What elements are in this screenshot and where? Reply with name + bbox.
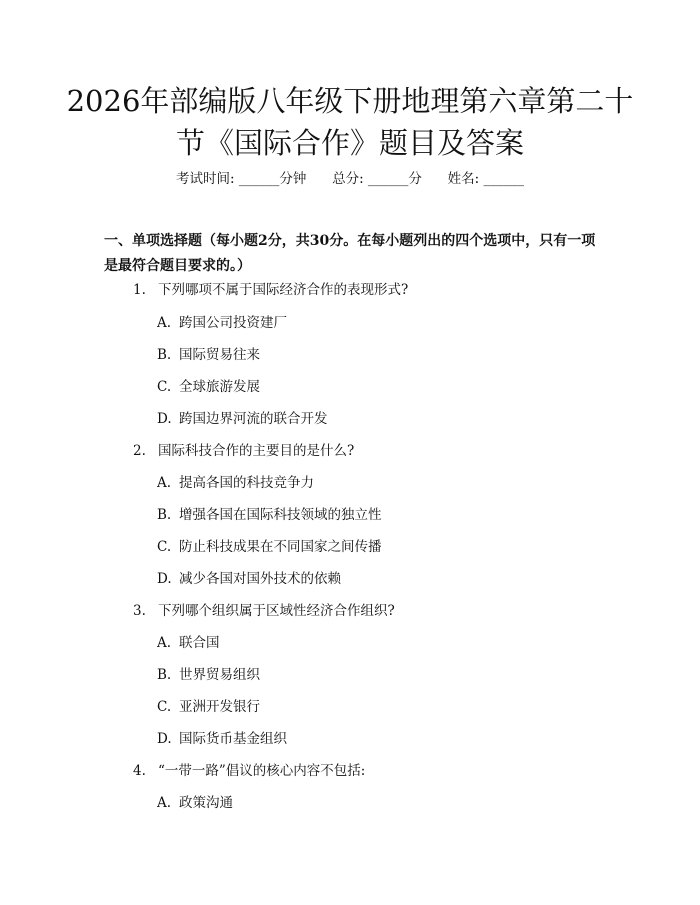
option-text: 防止科技成果在不同国家之间传播 — [179, 539, 382, 555]
option-text: 联合国 — [179, 635, 220, 651]
option-text: 跨国边界河流的联合开发 — [179, 411, 328, 427]
question-text: 下列哪项不属于国际经济合作的表现形式? — [158, 282, 409, 298]
question-text: 国际科技合作的主要目的是什么? — [158, 443, 355, 459]
question-number: 3. — [133, 603, 146, 619]
option-letter: D. — [157, 731, 172, 747]
answer-option — [157, 730, 287, 748]
question-stem — [133, 281, 408, 299]
option-text: 全球旅游发展 — [179, 379, 260, 395]
exam-info-line: 考试时间: ______分钟 总分: ______分 姓名: ______ — [175, 171, 524, 187]
answer-option — [157, 410, 328, 428]
question-number: 1. — [133, 282, 146, 298]
question-stem — [133, 762, 365, 780]
option-text: 国际货币基金组织 — [179, 731, 287, 747]
answer-option — [157, 506, 382, 524]
option-letter: A. — [157, 315, 172, 331]
option-text: 增强各国在国际科技领域的独立性 — [179, 507, 382, 523]
option-letter: C. — [157, 539, 172, 555]
option-text: 亚洲开发银行 — [179, 699, 260, 715]
answer-option — [157, 570, 341, 588]
option-letter: C. — [157, 379, 172, 395]
question-text: 下列哪个组织属于区域性经济合作组织? — [158, 603, 395, 619]
question-number: 4. — [133, 763, 146, 779]
answer-option — [157, 346, 260, 364]
answer-option — [157, 474, 314, 492]
option-letter: C. — [157, 699, 172, 715]
option-letter: A. — [157, 475, 172, 491]
answer-option — [157, 314, 287, 332]
option-letter: A. — [157, 795, 172, 811]
option-text: 政策沟通 — [179, 795, 233, 811]
answer-option — [157, 794, 233, 812]
answer-option — [157, 378, 260, 396]
answer-option — [157, 634, 220, 652]
section-heading: 一、单项选择题（每小题2分，共30分。在每小题列出的四个选项中，只有一项是最符合题目要求的。） — [104, 233, 596, 274]
question-text: “一带一路”倡议的核心内容不包括: — [158, 763, 366, 779]
option-text: 跨国公司投资建厂 — [179, 315, 287, 331]
question-number: 2. — [133, 443, 146, 459]
option-letter: D. — [157, 571, 172, 587]
option-text: 减少各国对国外技术的依赖 — [179, 571, 341, 587]
question-stem — [133, 442, 354, 460]
option-letter: B. — [157, 507, 172, 523]
answer-option — [157, 698, 260, 716]
document-title: 2026年部编版八年级下册地理第六章第二十节《国际合作》题目及答案 — [66, 84, 634, 160]
option-letter: B. — [157, 347, 172, 363]
option-text: 世界贸易组织 — [179, 667, 260, 683]
answer-option — [157, 666, 260, 684]
option-text: 国际贸易往来 — [179, 347, 260, 363]
option-letter: A. — [157, 635, 172, 651]
option-letter: D. — [157, 411, 172, 427]
question-stem — [133, 602, 395, 620]
option-letter: B. — [157, 667, 172, 683]
option-text: 提高各国的科技竞争力 — [179, 475, 314, 491]
answer-option — [157, 538, 382, 556]
